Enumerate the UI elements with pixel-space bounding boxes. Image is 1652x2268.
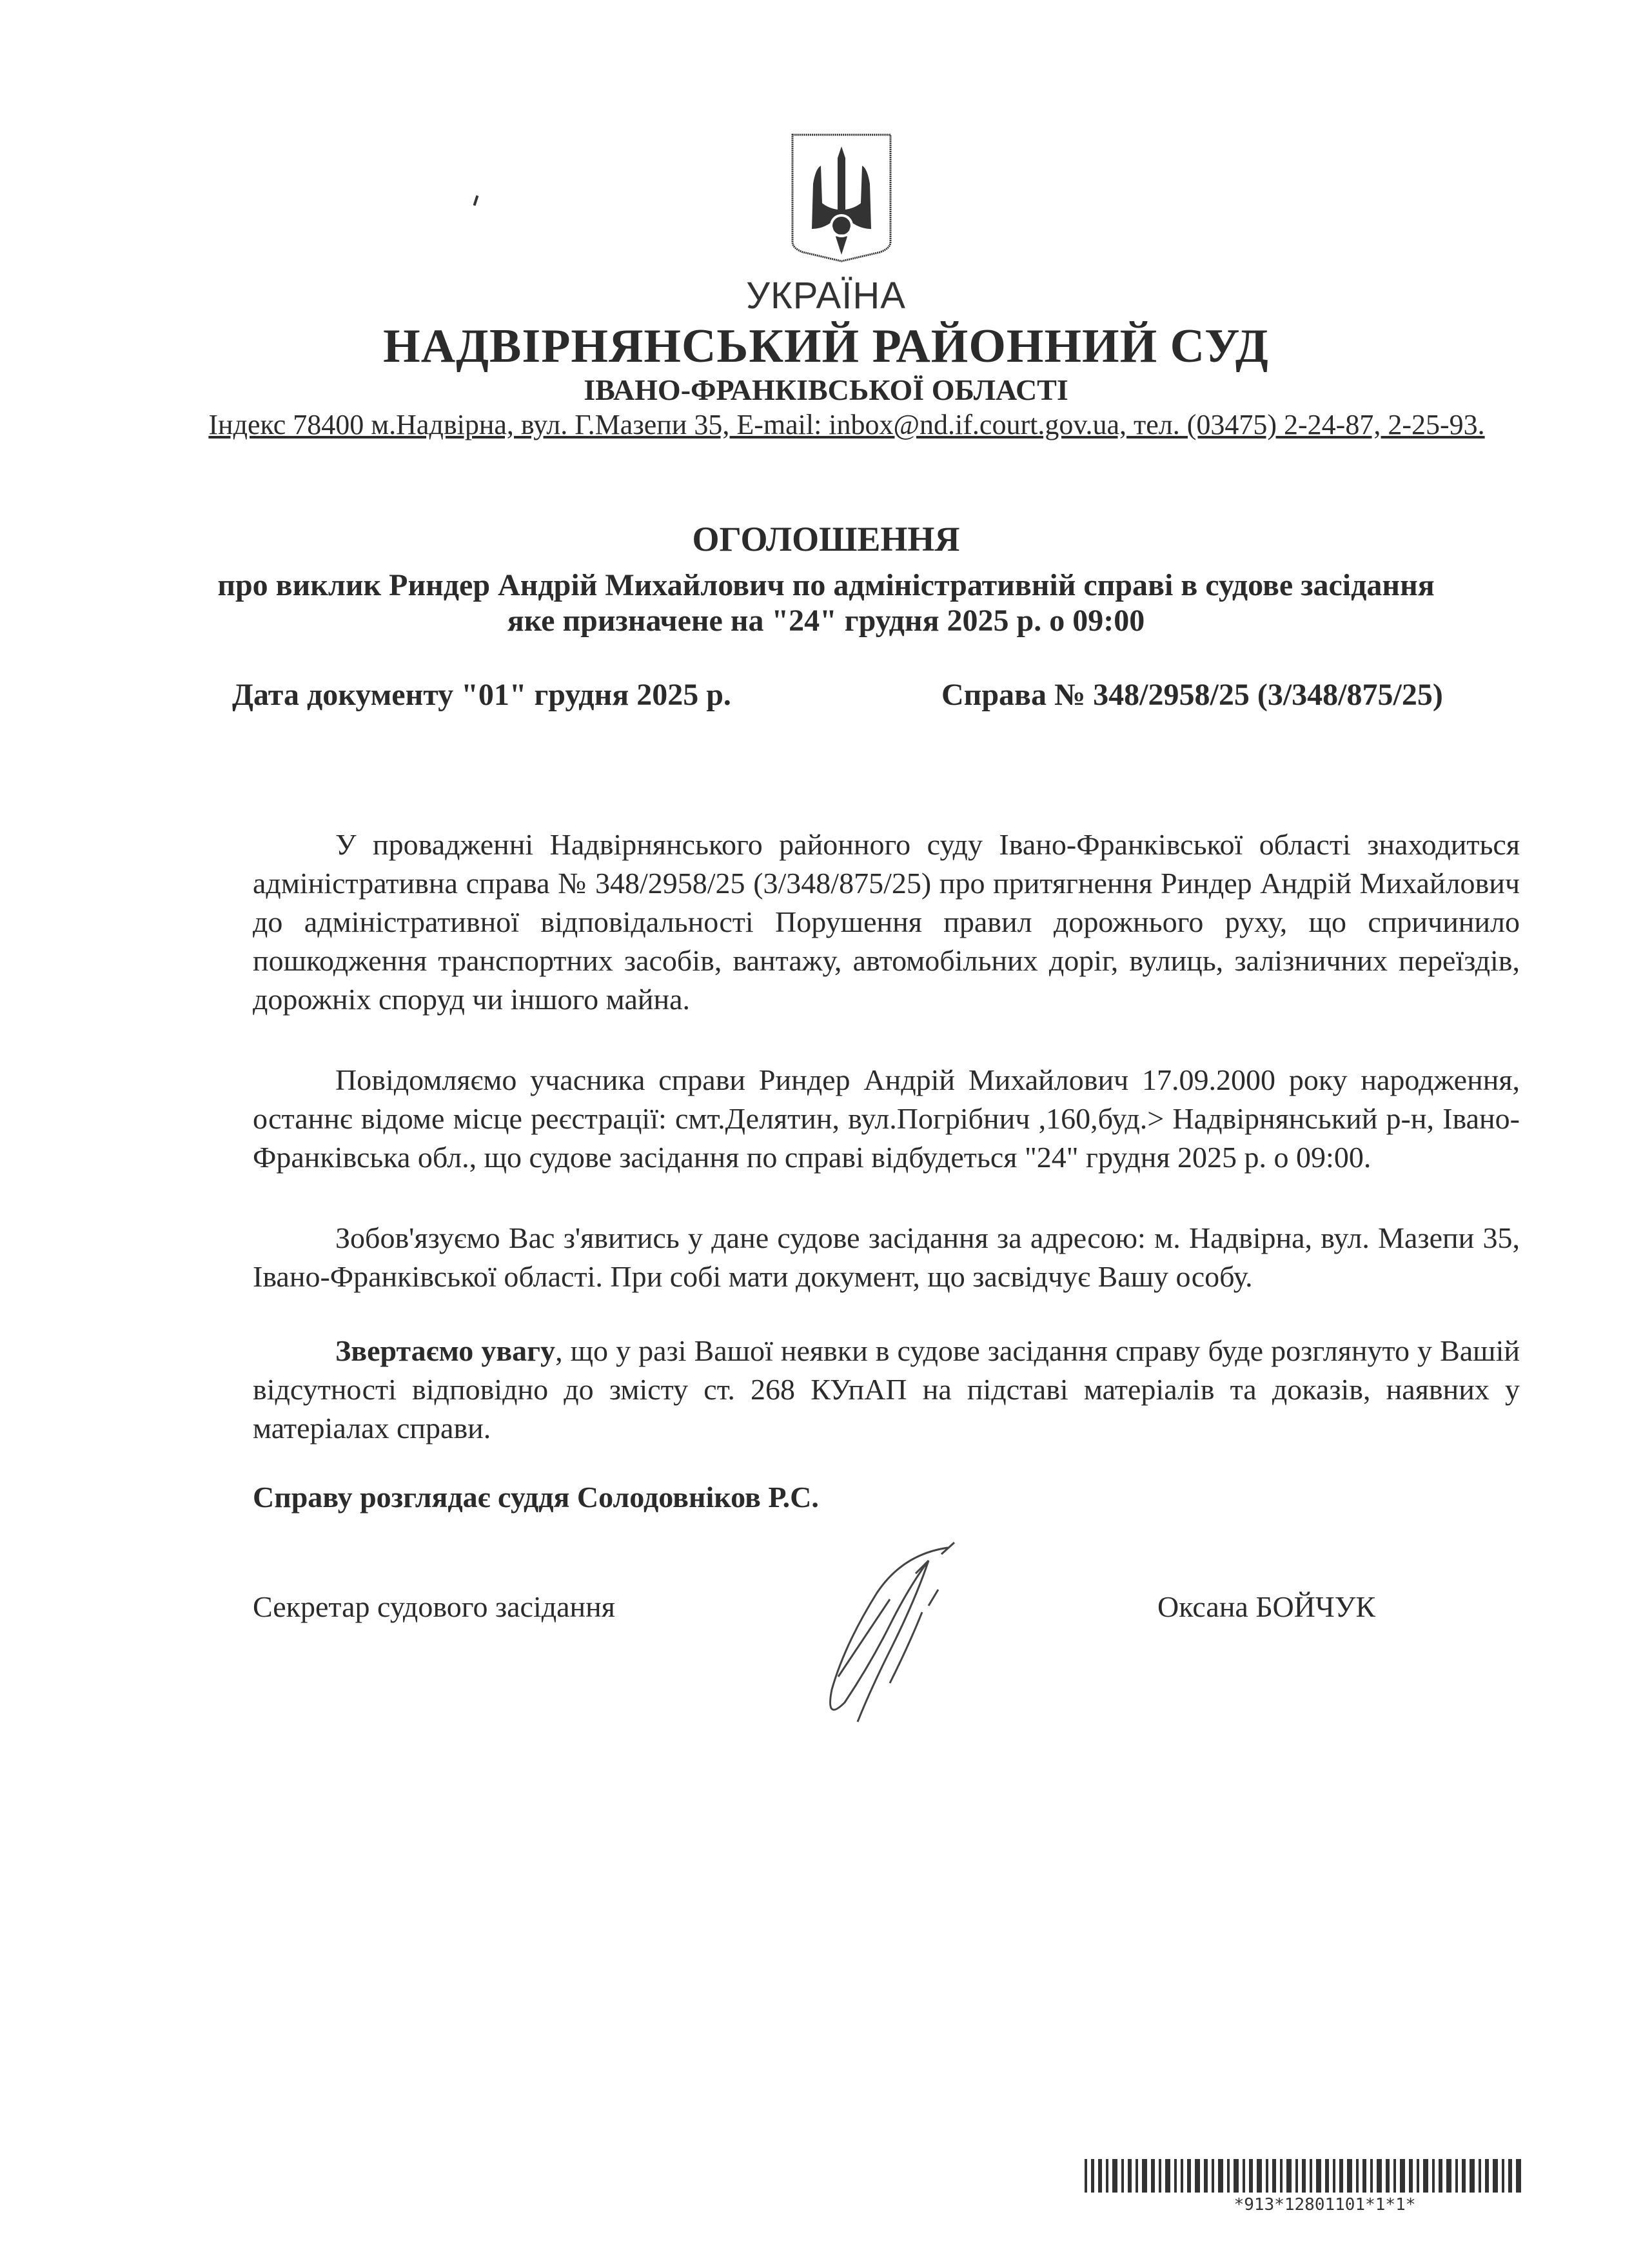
coat-of-arms-icon xyxy=(790,132,893,264)
court-region: ІВАНО-ФРАНКІВСЬКОЇ ОБЛАСТІ xyxy=(584,373,1068,406)
body-paragraph-proceedings xyxy=(253,825,1520,1019)
notice-subtitle-line1: про виклик Риндер Андрій Михайлович по адміністративній справі в судове засідання xyxy=(217,568,1435,602)
barcode-icon xyxy=(1085,2159,1565,2193)
body-paragraph-warning xyxy=(253,1332,1520,1448)
body-paragraph-obligation xyxy=(253,1219,1520,1296)
paragraph-text: У провадженні Надвірнянського районного суду Івано-Франківської області знаходиться адміністративна справа № 348/2958/25 (3/348/875/25) про притягнення Риндер Андрій Михайлович до адміністративної відповідальності Порушення правил дорожнього руху, що спричинило пошкодження транспортних засобів, вантажу, автомобільних доріг, вулиць, залізничних переїздів, дорожніх споруд чи іншого майна. xyxy=(253,828,1520,1016)
scan-mark xyxy=(473,195,479,206)
signature-icon xyxy=(761,1535,974,1728)
warning-lead: Звертаємо увагу xyxy=(335,1334,556,1367)
warning-text: , що у разі Вашої неявки в судове засідання справу буде розглянуто у Вашій відсутності відповідно до змісту ст. 268 КУпАП на підставі матеріалів та доказів, наявних у матеріалах справи. xyxy=(253,1334,1520,1445)
country-label: УКРАЇНА xyxy=(746,275,906,317)
secretary-name: Оксана БОЙЧУК xyxy=(1157,1590,1376,1623)
barcode-number: *913*12801101*1*1* xyxy=(1234,2195,1416,2214)
notice-title: ОГОЛОШЕННЯ xyxy=(692,520,960,558)
court-contacts: Індекс 78400 м.Надвірна, вул. Г.Мазепи 35, E-mail: inbox@nd.if.court.gov.ua, тел. (03475) 2-24-87, 2-25-93. xyxy=(208,409,1485,440)
notice-subtitle-line2: яке призначене на "24" грудня 2025 р. о 09:00 xyxy=(507,604,1145,638)
document-date: Дата документу "01" грудня 2025 р. xyxy=(232,678,731,712)
body-paragraph-notification xyxy=(253,1061,1520,1177)
court-name: НАДВІРНЯНСЬКИЙ РАЙОННИЙ СУД xyxy=(383,320,1269,373)
case-number: Справа № 348/2958/25 (3/348/875/25) xyxy=(941,678,1443,712)
paragraph-text: Повідомляємо учасника справи Риндер Андрій Михайлович 17.09.2000 року народження, останнє відоме місце реєстрації: смт.Делятин, вул.Погрібнич ,160,буд.> Надвірнянський р-н, Івано-Франківська обл., що судове засідання по справі відбудеться "24" грудня 2025 р. о 09:00. xyxy=(253,1063,1520,1174)
secretary-label: Секретар судового засідання xyxy=(253,1590,615,1623)
judge-line: Справу розглядає суддя Солодовніков Р.С. xyxy=(253,1481,819,1514)
paragraph-text: Зобов'язуємо Вас з'явитись у дане судове засідання за адресою: м. Надвірна, вул. Мазепи 35, Івано-Франківської області. При собі мати документ, що засвідчує Вашу особу. xyxy=(253,1221,1520,1293)
